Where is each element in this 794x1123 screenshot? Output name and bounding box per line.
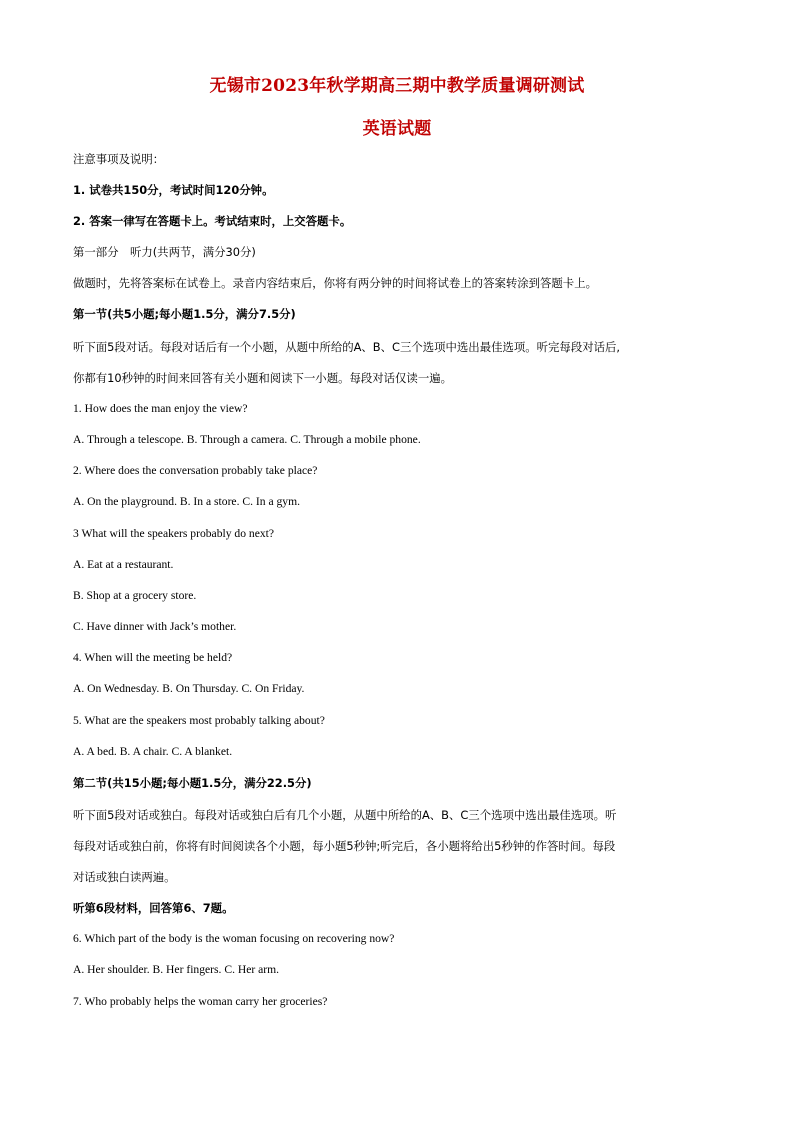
exam-title: 无锡市2023年秋学期高三期中教学质量调研测试 [209, 76, 585, 96]
note-item: 2. 答案一律写在答题卡上。考试结束时，上交答题卡。 [73, 214, 352, 228]
section-instruction: 你都有10秒钟的时间来回答有关小题和阅读下一小题。每段对话仅读一遍。 [73, 371, 452, 385]
question-line: 1. How does the man enjoy the view? [73, 402, 248, 415]
answer-option: A. Eat at a restaurant. [73, 558, 174, 571]
section-instruction: 听下面5段对话或独白。每段对话或独白后有几个小题，从题中所给的A、B、C三个选项中选出最佳选项。听 [73, 808, 617, 822]
note-item: 1. 试卷共150分，考试时间120分钟。 [73, 183, 274, 197]
notes-heading: 注意事项及说明： [73, 152, 165, 166]
question-line: 2. Where does the conversation probably take place? [73, 464, 318, 477]
question-line: 5. What are the speakers most probably talking about? [73, 714, 325, 727]
question-line: 3 What will the speakers probably do next? [73, 527, 275, 540]
answer-options: A. Her shoulder. B. Her fingers. C. Her arm. [73, 963, 280, 976]
answer-options: A. On the playground. B. In a store. C. In a gym. [73, 495, 301, 508]
answer-option: C. Have dinner with Jack’s mother. [73, 620, 237, 633]
question-line: 6. Which part of the body is the woman focusing on recovering now? [73, 932, 395, 945]
answer-options: A. Through a telescope. B. Through a camera. C. Through a mobile phone. [73, 433, 421, 446]
answer-option: B. Shop at a grocery store. [73, 589, 197, 602]
section-instruction: 每段对话或独白前，你将有时间阅读各个小题，每小题5秒钟;听完后，各小题将给出5秒钟的作答时间。每段 [73, 839, 616, 853]
question-line: 4. When will the meeting be held? [73, 651, 233, 664]
section-heading: 第一节(共5小题;每小题1.5分，满分7.5分) [73, 307, 296, 321]
section-instruction: 对话或独白读两遍。 [73, 870, 176, 884]
part-instruction: 做题时，先将答案标在试卷上。录音内容结束后，你将有两分钟的时间将试卷上的答案转涂到答题卡上。 [73, 276, 597, 290]
section-instruction: 听下面5段对话。每段对话后有一个小题，从题中所给的A、B、C三个选项中选出最佳选项。听完每段对话后, [73, 340, 621, 354]
answer-options: A. On Wednesday. B. On Thursday. C. On Friday. [73, 682, 305, 695]
part-heading: 第一部分 听力(共两节，满分30分) [73, 245, 256, 259]
question-line: 7. Who probably helps the woman carry her groceries? [73, 995, 328, 1008]
answer-options: A. A bed. B. A chair. C. A blanket. [73, 745, 233, 758]
exam-subtitle: 英语试题 [362, 119, 432, 139]
section-heading: 第二节(共15小题;每小题1.5分，满分22.5分) [73, 776, 312, 790]
material-heading: 听第6段材料，回答第6、7题。 [73, 901, 234, 915]
